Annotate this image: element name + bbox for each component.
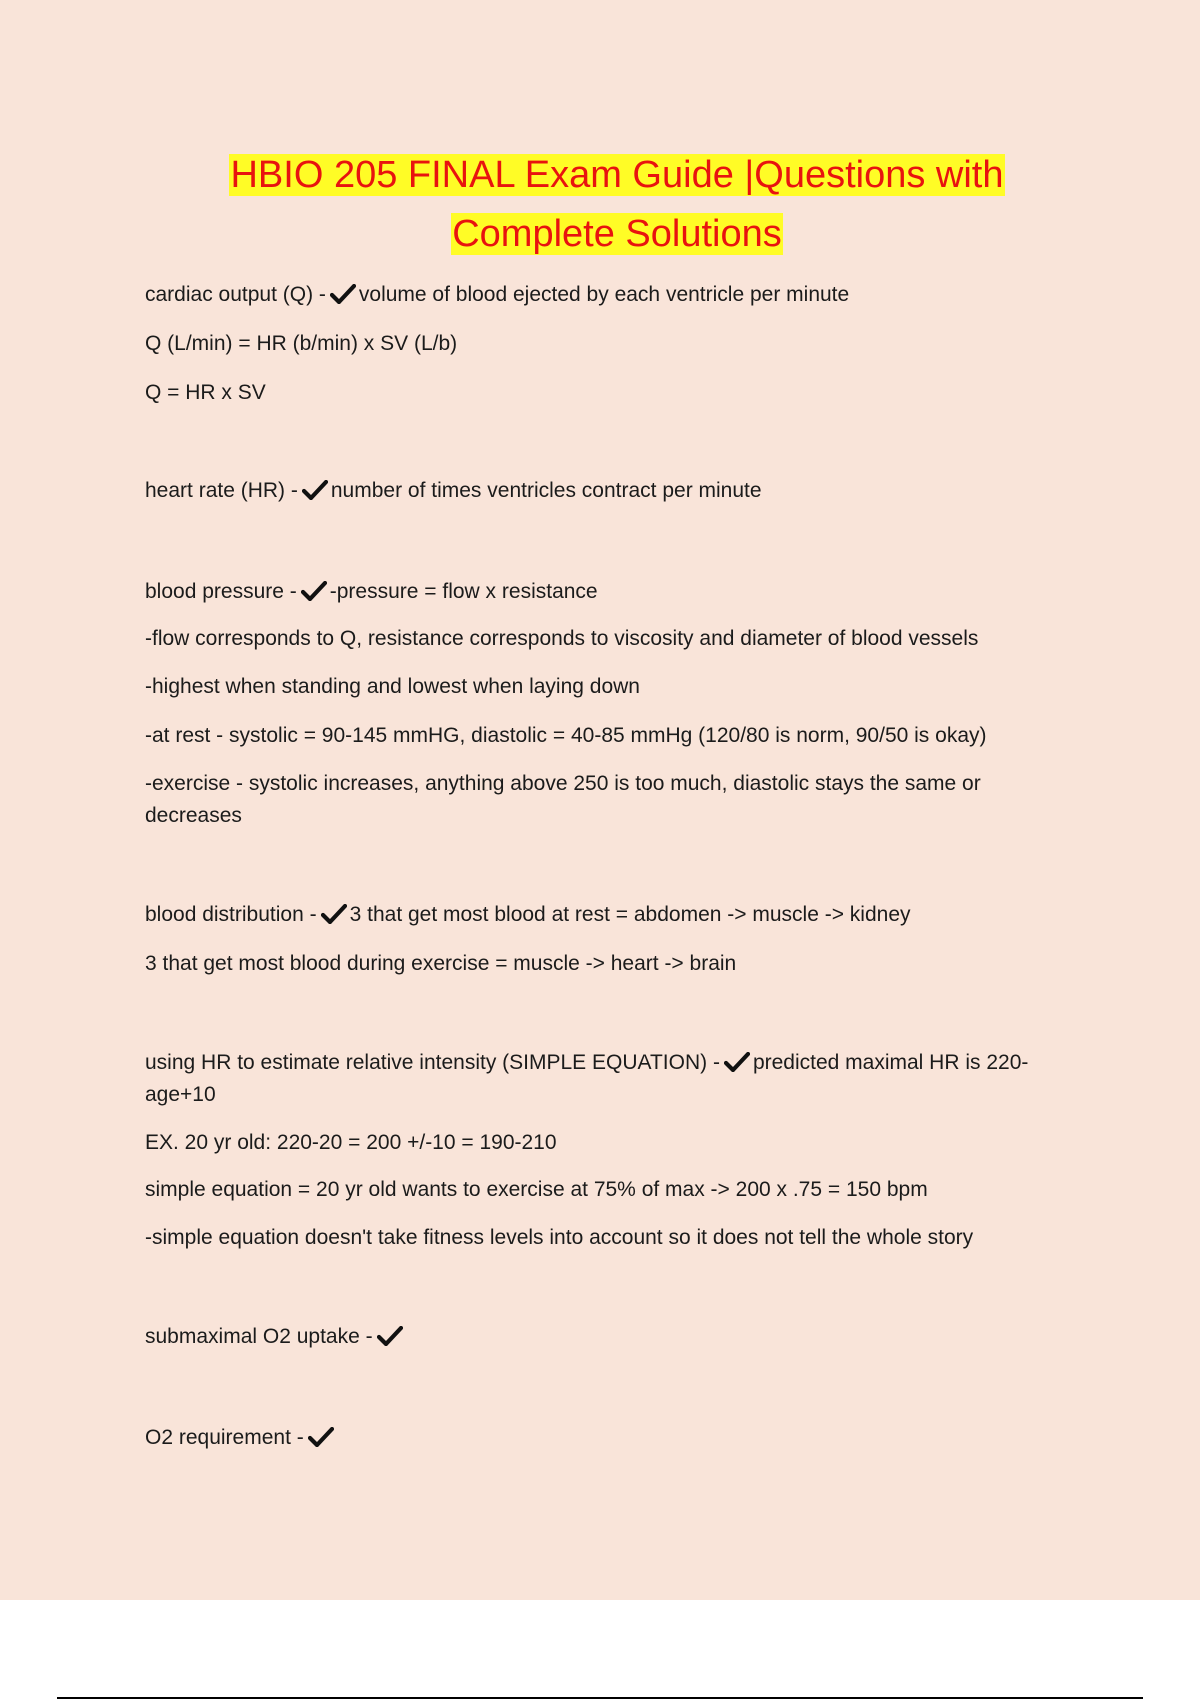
detail-line: -flow corresponds to Q, resistance corresponds to viscosity and diameter of blood vessels (145, 627, 979, 650)
entry-answer: volume of blood ejected by each ventricle per minute (358, 283, 850, 306)
entry-term: blood distribution - (145, 903, 317, 926)
document-title (0, 146, 1200, 264)
entry-term: O2 requirement - (145, 1426, 304, 1449)
footer-divider (57, 1697, 1143, 1699)
entry-cardiac-output (145, 279, 1085, 311)
check-icon (302, 480, 328, 500)
entry-submaximal-o2-uptake (145, 1321, 1085, 1353)
entry-relative-intensity (145, 1047, 1075, 1111)
detail-line: EX. 20 yr old: 220-20 = 200 +/-10 = 190-210 (145, 1131, 557, 1154)
check-icon (308, 1427, 334, 1447)
detail-line: Q (L/min) = HR (b/min) x SV (L/b) (145, 332, 458, 355)
entry-answer: -pressure = flow x resistance (329, 580, 598, 603)
detail-line: -highest when standing and lowest when laying down (145, 675, 640, 698)
entry-o2-requirement (145, 1422, 1085, 1454)
entry-heart-rate (145, 475, 1085, 507)
entry-answer: 3 that get most blood at rest = abdomen -> muscle -> kidney (349, 903, 911, 926)
title-line-2: Complete Solutions (452, 213, 782, 255)
detail-line: 3 that get most blood during exercise = muscle -> heart -> brain (145, 952, 737, 975)
detail-line: -exercise - systolic increases, anything above 250 is too much, diastolic stays the same or decreases (145, 772, 981, 827)
entry-blood-distribution (145, 899, 1085, 931)
detail-line: -simple equation doesn't take fitness levels into account so it does not tell the whole story (145, 1226, 974, 1249)
detail-line: -at rest - systolic = 90-145 mmHG, diastolic = 40-85 mmHg (120/80 is norm, 90/50 is okay) (145, 724, 987, 747)
entry-blood-pressure (145, 576, 1085, 608)
entry-answer: predicted maximal HR is 220-age+10 (145, 1051, 1029, 1106)
check-icon (377, 1326, 403, 1346)
check-icon (321, 904, 347, 924)
entry-answer: number of times ventricles contract per minute (330, 479, 762, 502)
entry-term: using HR to estimate relative intensity (SIMPLE EQUATION) - (145, 1051, 720, 1074)
entry-term: heart rate (HR) - (145, 479, 298, 502)
title-line-1: HBIO 205 FINAL Exam Guide |Questions with (230, 154, 1004, 196)
entry-term: blood pressure - (145, 580, 297, 603)
check-icon (330, 284, 356, 304)
check-icon (724, 1052, 750, 1072)
entry-term: cardiac output (Q) - (145, 283, 326, 306)
check-icon (301, 581, 327, 601)
detail-line: Q = HR x SV (145, 381, 266, 404)
detail-line: simple equation = 20 yr old wants to exercise at 75% of max -> 200 x .75 = 150 bpm (145, 1178, 928, 1201)
entry-term: submaximal O2 uptake - (145, 1325, 373, 1348)
